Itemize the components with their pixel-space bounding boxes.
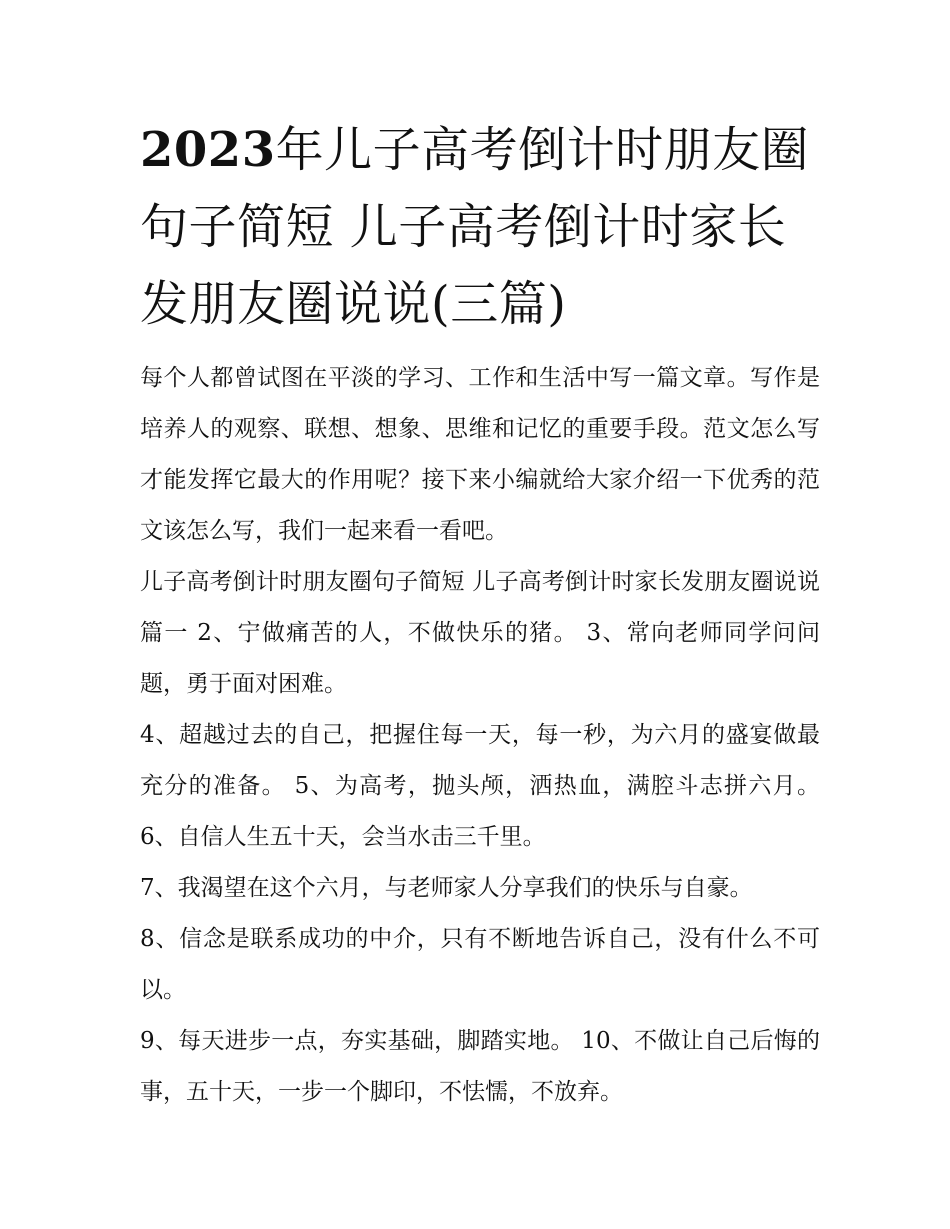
document-page — [140, 112, 820, 1118]
body-paragraph: 9、每天进步一点，夯实基础，脚踏实地。 10、不做让自己后悔的事，五十天，一步一个脚印，不怯懦，不放弃。 — [140, 1028, 820, 1105]
body-paragraph: 4、超越过去的自己，把握住每一天，每一秒，为六月的盛宴做最充分的准备。 5、为高考，抛头颅，洒热血，满腔斗志拼六月。 6、自信人生五十天，会当水击三千里。 — [140, 722, 820, 850]
title-text: 年儿子高考倒计时朋友圈句子简短 儿子高考倒计时家长发朋友圈说说(三篇) — [140, 122, 810, 332]
body-paragraph: 7、我渴望在这个六月，与老师家人分享我们的快乐与自豪。 — [140, 875, 753, 901]
intro-paragraph: 每个人都曾试图在平淡的学习、工作和生活中写一篇文章。写作是培养人的观察、联想、想象、思维和记忆的重要手段。范文怎么写才能发挥它最大的作用呢？接下来小编就给大家介绍一下优秀的范文该怎么写，我们一起来看一看吧。 — [140, 365, 820, 544]
body-paragraph: 儿子高考倒计时朋友圈句子简短 儿子高考倒计时家长发朋友圈说说篇一 2、宁做痛苦的人，不做快乐的猪。 3、常向老师同学问问题，勇于面对困难。 — [140, 569, 820, 697]
body-paragraph: 8、信念是联系成功的中介，只有不断地告诉自己，没有什么不可以。 — [140, 926, 820, 1003]
document-title — [140, 112, 820, 343]
title-year: 2023 — [140, 122, 276, 178]
